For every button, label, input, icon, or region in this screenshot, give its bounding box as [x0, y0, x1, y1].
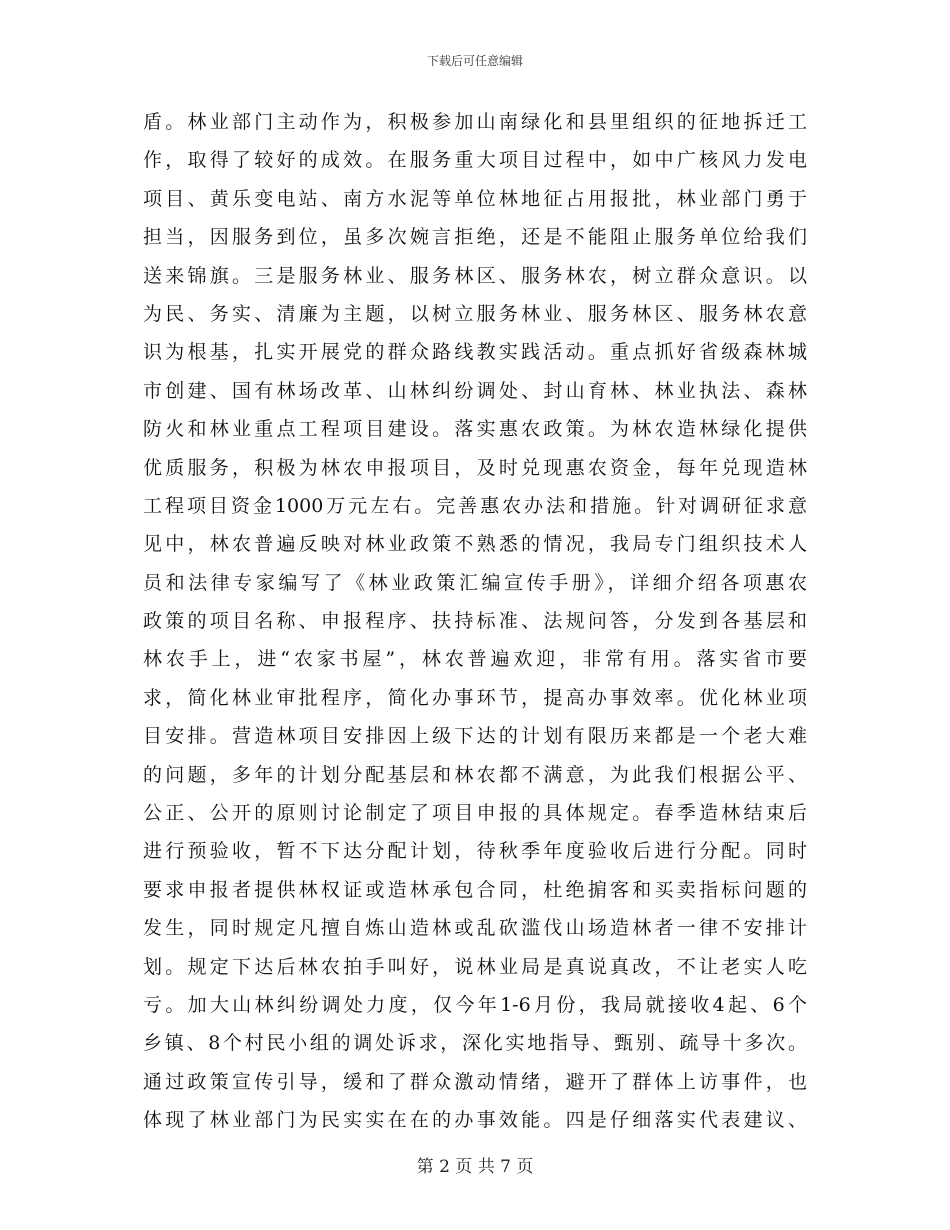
- text-line: 政策的项目名称、申报程序、扶持标准、法规问答，分发到各基层和: [143, 610, 807, 633]
- text-line: 目安排。营造林项目安排因上级下达的计划有限历来都是一个老大难: [143, 725, 807, 748]
- text-line: 市创建、国有林场改革、山林纠纷调处、封山育林、林业执法、森林: [143, 379, 807, 402]
- text-line: 要求申报者提供林权证或造林承包合同，杜绝掮客和买卖指标问题的: [143, 878, 807, 901]
- text-line: 防火和林业重点工程项目建设。落实惠农政策。为林农造林绿化提供: [143, 418, 807, 441]
- text-line: 盾。林业部门主动作为，积极参加山南绿化和县里组织的征地拆迁工: [143, 111, 807, 133]
- text-line: 送来锦旗。三是服务林业、服务林区、服务林农，树立群众意识。以: [143, 264, 807, 287]
- text-line: 乡镇、8个村民小组的调处诉求，深化实地指导、甄别、疏导十多次。: [143, 1032, 807, 1055]
- text-line: 进行预验收，暂不下达分配计划，待秋季年度验收后进行分配。同时: [143, 840, 807, 863]
- text-line: 求，简化林业审批程序，简化办事环节，提高办事效率。优化林业项: [143, 686, 807, 709]
- text-line: 划。规定下达后林农拍手叫好，说林业局是真说真改，不让老实人吃: [143, 955, 807, 978]
- document-body: [143, 103, 807, 1140]
- text-line: 体现了林业部门为民实实在在的办事效能。四是仔细落实代表建议、: [143, 1109, 807, 1132]
- text-line: 担当，因服务到位，虽多次婉言拒绝，还是不能阻止服务单位给我们: [143, 226, 807, 249]
- page-number-footer: 第 2 页 共 7 页: [416, 1157, 534, 1177]
- text-line: 员和法律专家编写了《林业政策汇编宣传手册》，详细介绍各项惠农: [143, 571, 807, 594]
- text-line: 项目、黄乐变电站、南方水泥等单位林地征占用报批，林业部门勇于: [143, 187, 807, 210]
- text-line: 工程项目资金1000万元左右。完善惠农办法和措施。针对调研征求意: [143, 494, 807, 517]
- text-line: 识为根基，扎实开展党的群众路线教实践活动。重点抓好省级森林城: [143, 341, 807, 364]
- text-line: 的问题，多年的计划分配基层和林农都不满意，为此我们根据公平、: [143, 763, 807, 786]
- text-line: 公正、公开的原则讨论制定了项目申报的具体规定。春季造林结束后: [143, 802, 807, 825]
- text-line: 林农手上，进“农家书屋”，林农普遍欢迎，非常有用。落实省市要: [143, 648, 807, 671]
- text-line: 优质服务，积极为林农申报项目，及时兑现惠农资金，每年兑现造林: [143, 456, 807, 479]
- text-line: 通过政策宣传引导，缓和了群众激动情绪，避开了群体上访事件，也: [143, 1070, 807, 1093]
- text-line: 亏。加大山林纠纷调处力度，仅今年1-6月份，我局就接收4起、6个: [143, 993, 807, 1016]
- text-line: 为民、务实、清廉为主题，以树立服务林业、服务林区、服务林农意: [143, 302, 807, 325]
- text-line: 作，取得了较好的成效。在服务重大项目过程中，如中广核风力发电: [143, 149, 807, 172]
- text-line: 见中，林农普遍反映对林业政策不熟悉的情况，我局专门组织技术人: [143, 533, 807, 556]
- text-line: 发生，同时规定凡擅自炼山造林或乱砍滥伐山场造林者一律不安排计: [143, 917, 807, 940]
- page-header-note: 下载后可任意编辑: [426, 54, 523, 68]
